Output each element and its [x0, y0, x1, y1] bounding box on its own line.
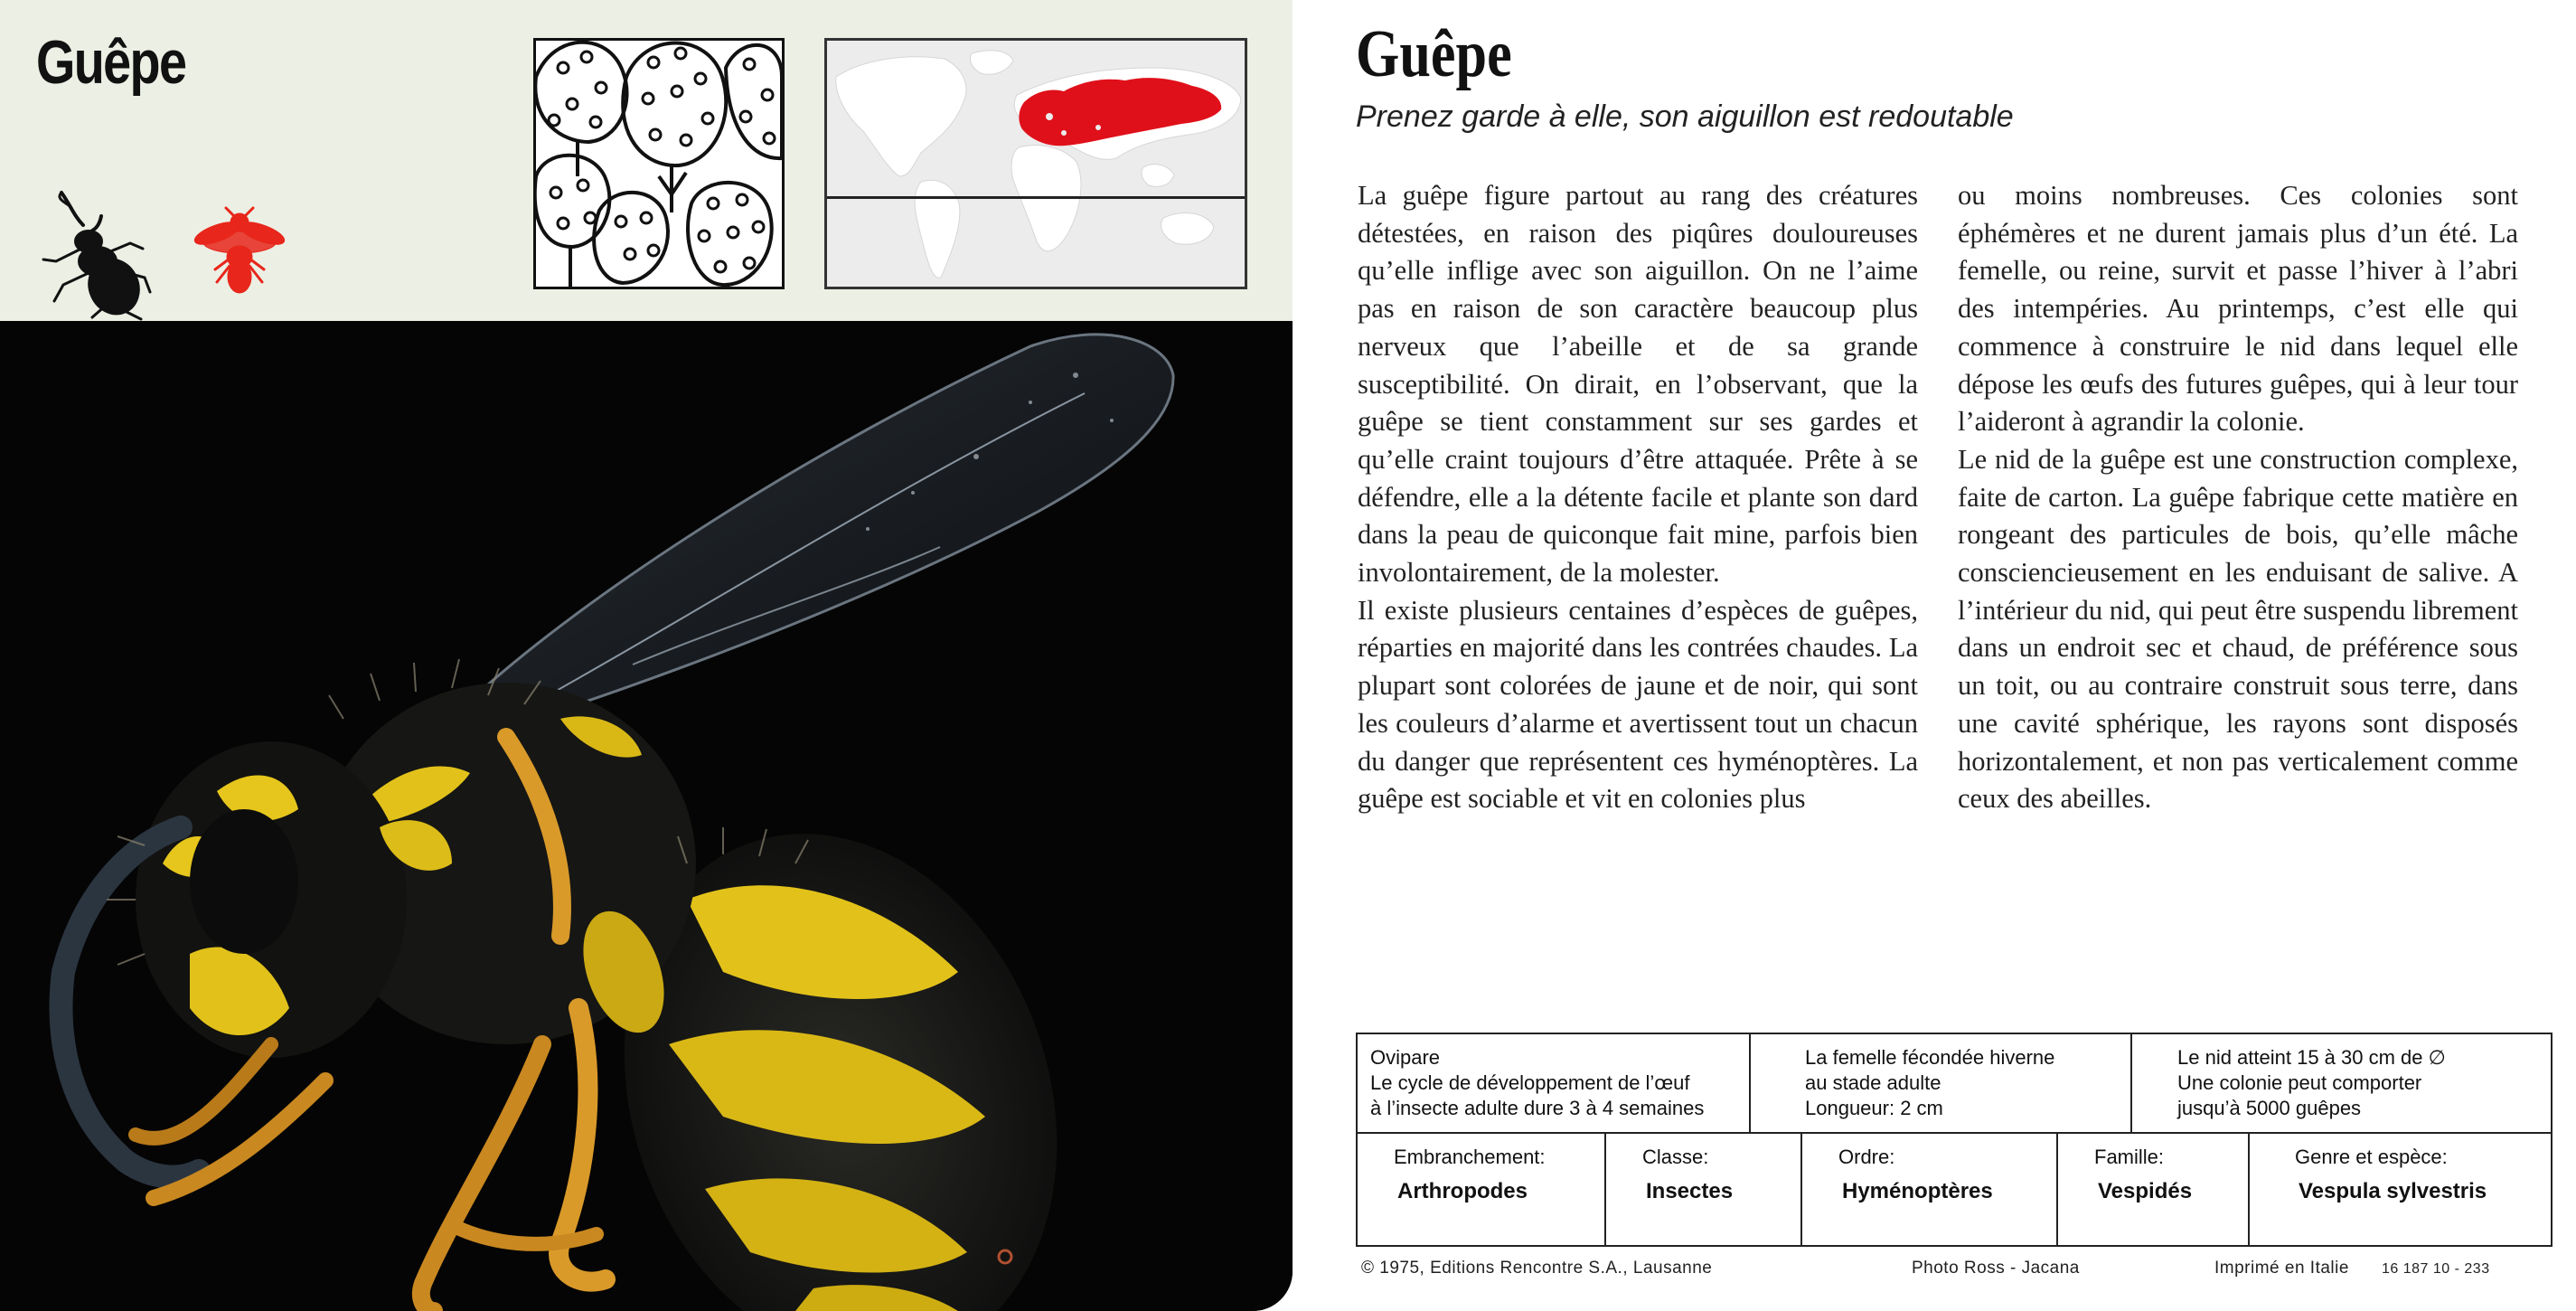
distribution-map	[824, 38, 1247, 289]
fact-line: Ovipare	[1370, 1046, 1441, 1069]
footer-printed: Imprimé en Italie	[2214, 1259, 2349, 1278]
footer-copyright: © 1975, Editions Rencontre S.A., Lausanne	[1361, 1259, 1713, 1278]
habitat-forest-box	[533, 38, 785, 289]
world-map-icon	[827, 41, 1245, 287]
facts-row	[1358, 1034, 2551, 1134]
classification-label: Classe:	[1642, 1146, 1709, 1168]
classification-label: Ordre:	[1838, 1146, 1895, 1168]
footer-photo-credit: Photo Ross - Jacana	[1912, 1259, 2080, 1278]
back-title: Guêpe	[1356, 17, 1512, 91]
classification-label: Genre et espèce:	[2295, 1146, 2448, 1168]
classification-label: Embranchement:	[1394, 1146, 1546, 1168]
deciduous-forest-icon	[536, 41, 782, 287]
classification-row	[1358, 1134, 2551, 1247]
fact-line: Le cycle de développement de l’œuf	[1370, 1071, 1690, 1094]
classification-label: Famille:	[2094, 1146, 2165, 1168]
fact-line: Longueur: 2 cm	[1805, 1097, 1943, 1119]
paragraph: La guêpe figure partout au rang des créatures détestées, en raison des piqûres douloureuses qu’elle inflige avec son aiguillon. On ne l’aime pas en raison de son caractère beaucoup plus nerveux que l’abeille et de sa grande susceptibilité. On dirait, en l’observant, que la guêpe se tient constamment sur ses gardes et qu’elle craint toujours d’être attaquée. Prête à se défendre, elle a la détente facile et plante son dard dans la peau de quiconque fait mine, parfois bien involontairement, de la molester.	[1358, 180, 1918, 589]
classification-value: Arthropodes	[1397, 1179, 1528, 1203]
paragraph: Le nid de la guêpe est une construction complexe, faite de carton. La guêpe fabrique cette matière en rongeant des particules de bois, qu’elle mâche consciencieusement en les enduisant de salive. A l’intérieur du nid, qui peut être suspendu librement dans un endroit sec et chaud, de préférence sous un toit, ou au contraire construit sous terre, dans une cavité sphérique, les rayons sont disposés horizontalement, et non pas verticalement comme ceux des abeilles.	[1958, 443, 2519, 815]
fact-line: La femelle fécondée hiverne	[1805, 1046, 2055, 1069]
text-column-right	[1958, 177, 2518, 818]
fact-cell-nest	[2132, 1034, 2552, 1132]
classification-phylum	[1358, 1134, 1606, 1247]
classification-species	[2250, 1134, 2552, 1247]
back-card	[1320, 0, 2576, 1311]
classification-value: Vespula sylvestris	[2299, 1179, 2487, 1203]
paragraph: Il existe plusieurs centaines d’espèces de guêpes, réparties en majorité dans les contrées chaudes. La plupart sont colorées de jaune et de noir, qui sont les couleurs d’alarme et avertissent tout un chacun du danger que représentent ces hyménoptères. La guêpe est sociable et vit en colonies plus	[1358, 594, 1918, 815]
wasp-icon	[181, 206, 298, 297]
fact-line: Le nid atteint 15 à 30 cm de ∅	[2177, 1046, 2446, 1069]
fact-line: au stade adulte	[1805, 1071, 1941, 1094]
back-subtitle: Prenez garde à elle, son aiguillon est redoutable	[1356, 99, 2014, 134]
classification-value: Insectes	[1646, 1179, 1734, 1203]
classification-class	[1606, 1134, 1802, 1247]
fact-cell-development	[1358, 1034, 1751, 1132]
stag-beetle-icon	[36, 185, 154, 321]
wasp-photo	[0, 321, 1293, 1311]
fact-line: jusqu’à 5000 guêpes	[2177, 1097, 2362, 1119]
front-title: Guêpe	[36, 28, 186, 97]
facts-table	[1356, 1033, 2552, 1247]
classification-order	[1802, 1134, 2058, 1247]
classification-value: Hyménoptères	[1842, 1179, 1993, 1203]
wasp-photo-illustration	[0, 321, 1293, 1311]
paragraph: ou moins nombreuses. Ces colonies sont éphémères et ne durent jamais plus d’un été. La femelle, ou reine, survit et passe l’hiver à l’abri des intempéries. Au printemps, c’est elle qui commence à construire le nid dans lequel elle dépose les œufs des futures guêpes, qui à leur tour l’aideront à agrandir la colonie.	[1958, 180, 2518, 438]
map-divider	[827, 196, 1245, 199]
fact-line: à l’insecte adulte dure 3 à 4 semaines	[1370, 1097, 1705, 1119]
footer-code: 16 187 10 - 233	[2382, 1261, 2490, 1277]
classification-value: Vespidés	[2098, 1179, 2193, 1203]
text-column-left	[1358, 177, 1918, 818]
fact-line: Une colonie peut comporter	[2177, 1071, 2422, 1094]
classification-family	[2058, 1134, 2250, 1247]
fact-cell-hibernation	[1751, 1034, 2132, 1132]
